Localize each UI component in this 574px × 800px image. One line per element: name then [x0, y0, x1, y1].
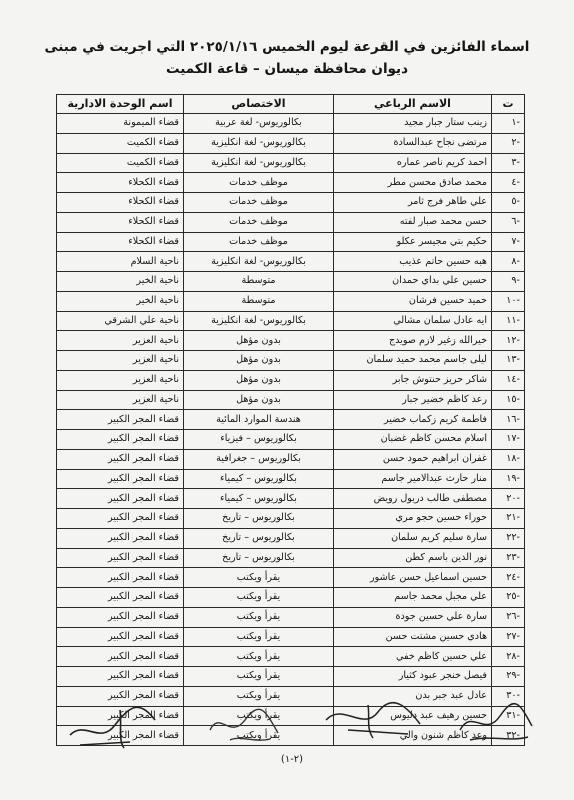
cell-specialization: موظف خدمات	[184, 173, 334, 193]
cell-full-name: علي مجبل محمد جاسم	[334, 588, 492, 608]
cell-specialization: يقرأ ويكتب	[184, 726, 334, 746]
cell-admin-unit: قضاء المجر الكبير	[57, 706, 184, 726]
cell-full-name: حسين رهيف عبد دليوس	[334, 706, 492, 726]
cell-admin-unit: قضاء المجر الكبير	[57, 568, 184, 588]
table-row	[57, 548, 525, 568]
cell-admin-unit: ناحية علي الشرقي	[57, 311, 184, 331]
cell-number: -١٩	[492, 469, 525, 489]
cell-admin-unit: قضاء المجر الكبير	[57, 410, 184, 430]
cell-admin-unit: قضاء المجر الكبير	[57, 528, 184, 548]
header-full-name: الاسم الرباعي	[334, 95, 492, 114]
cell-full-name: علي حسين كاظم خفي	[334, 647, 492, 667]
cell-full-name: زينب ستار جبار مجيد	[334, 114, 492, 134]
cell-number: -٤	[492, 173, 525, 193]
signature-4	[450, 690, 540, 750]
cell-specialization: بكالوريوس – تاريخ	[184, 548, 334, 568]
cell-full-name: خيرالله زغير لازم صويدج	[334, 331, 492, 351]
cell-specialization: موظف خدمات	[184, 212, 334, 232]
cell-full-name: غفران ابراهيم حمود حسن	[334, 449, 492, 469]
cell-admin-unit: ناحية العزير	[57, 351, 184, 371]
cell-full-name: هبه حسين حاتم عذيب	[334, 252, 492, 272]
cell-specialization: بدون مؤهل	[184, 390, 334, 410]
table-row	[57, 449, 525, 469]
cell-full-name: فيصل خنجر عبود كثيار	[334, 667, 492, 687]
cell-number: -١١	[492, 311, 525, 331]
cell-number: -١٠	[492, 291, 525, 311]
cell-number: -٢٥	[492, 588, 525, 608]
cell-admin-unit: قضاء المجر الكبير	[57, 607, 184, 627]
cell-full-name: حسين اسماعيل حسن عاشور	[334, 568, 492, 588]
cell-full-name: سارة سليم كريم سلمان	[334, 528, 492, 548]
cell-specialization: موظف خدمات	[184, 232, 334, 252]
winners-table	[56, 94, 525, 746]
cell-admin-unit: قضاء المجر الكبير	[57, 667, 184, 687]
cell-number: -٣٠	[492, 686, 525, 706]
cell-specialization: موظف خدمات	[184, 193, 334, 213]
cell-admin-unit: ناحية الخير	[57, 291, 184, 311]
table-row	[57, 193, 525, 213]
cell-specialization: بكالوريوس – كيمياء	[184, 489, 334, 509]
cell-number: -١٤	[492, 370, 525, 390]
table-header-row	[57, 95, 525, 114]
table-row	[57, 489, 525, 509]
cell-full-name: حوراء حسين حجو مري	[334, 509, 492, 529]
document-title	[20, 36, 554, 80]
cell-specialization: بكالوريوس – جغرافية	[184, 449, 334, 469]
cell-number: -٣١	[492, 706, 525, 726]
table-row	[57, 370, 525, 390]
signature-1	[60, 690, 170, 760]
cell-specialization: يقرأ ويكتب	[184, 588, 334, 608]
cell-specialization: بكالوريوس – فيزياء	[184, 430, 334, 450]
table-row	[57, 430, 525, 450]
cell-number: -٢١	[492, 509, 525, 529]
cell-specialization: يقرأ ويكتب	[184, 627, 334, 647]
cell-number: -١٣	[492, 351, 525, 371]
signature-2	[200, 695, 290, 750]
cell-admin-unit: قضاء الكحلاء	[57, 173, 184, 193]
table-row	[57, 272, 525, 292]
cell-full-name: اسلام محسن كاظم غضبان	[334, 430, 492, 450]
cell-admin-unit: ناحية العزير	[57, 331, 184, 351]
table-body	[57, 114, 525, 746]
cell-specialization: بكالوريوس- لغة انكليزية	[184, 153, 334, 173]
cell-admin-unit: قضاء المجر الكبير	[57, 627, 184, 647]
cell-admin-unit: قضاء الميمونة	[57, 114, 184, 134]
table-row	[57, 331, 525, 351]
cell-full-name: حميد حسين فرشان	[334, 291, 492, 311]
cell-specialization: يقرأ ويكتب	[184, 706, 334, 726]
cell-full-name: عادل عبد جبر بدن	[334, 686, 492, 706]
cell-specialization: يقرأ ويكتب	[184, 686, 334, 706]
table-row	[57, 390, 525, 410]
cell-full-name: سارة علي حسين جودة	[334, 607, 492, 627]
table-row	[57, 469, 525, 489]
cell-specialization: بكالوريوس- لغة انكليزية	[184, 252, 334, 272]
cell-number: -١٦	[492, 410, 525, 430]
cell-number: -٢٠	[492, 489, 525, 509]
cell-admin-unit: قضاء المجر الكبير	[57, 469, 184, 489]
cell-number: -٢٤	[492, 568, 525, 588]
cell-admin-unit: ناحية الخير	[57, 272, 184, 292]
cell-admin-unit: قضاء المجر الكبير	[57, 430, 184, 450]
cell-full-name: حسين علي بداي حمدان	[334, 272, 492, 292]
table-row	[57, 607, 525, 627]
signature-3	[318, 690, 428, 750]
cell-specialization: بدون مؤهل	[184, 331, 334, 351]
cell-full-name: شاكر حريز حنتوش جابر	[334, 370, 492, 390]
cell-number: -١	[492, 114, 525, 134]
cell-admin-unit: قضاء الكميت	[57, 133, 184, 153]
cell-number: -٢٣	[492, 548, 525, 568]
cell-number: -٢٢	[492, 528, 525, 548]
cell-specialization: يقرأ ويكتب	[184, 667, 334, 687]
cell-admin-unit: قضاء الكحلاء	[57, 212, 184, 232]
cell-specialization: بدون مؤهل	[184, 351, 334, 371]
table-row	[57, 114, 525, 134]
cell-specialization: بكالوريوس- لغة عربية	[184, 114, 334, 134]
cell-number: -١٥	[492, 390, 525, 410]
table-row	[57, 153, 525, 173]
cell-full-name: منار حارث عبدالامير جاسم	[334, 469, 492, 489]
cell-admin-unit: قضاء المجر الكبير	[57, 449, 184, 469]
cell-number: -٢٩	[492, 667, 525, 687]
cell-number: -٢	[492, 133, 525, 153]
cell-full-name: احمد كريم ناصر عماره	[334, 153, 492, 173]
cell-full-name: حكيم بتي مجيسر عكلو	[334, 232, 492, 252]
table-row	[57, 311, 525, 331]
cell-specialization: هندسة الموارد المائية	[184, 410, 334, 430]
table-row	[57, 667, 525, 687]
cell-number: -٧	[492, 232, 525, 252]
cell-full-name: حسن محمد صبار لفته	[334, 212, 492, 232]
table-row	[57, 568, 525, 588]
cell-admin-unit: ناحية العزير	[57, 390, 184, 410]
cell-full-name: مرتضى نجاح عبدالسادة	[334, 133, 492, 153]
cell-admin-unit: قضاء المجر الكبير	[57, 489, 184, 509]
table-row	[57, 627, 525, 647]
table-row	[57, 291, 525, 311]
cell-admin-unit: قضاء المجر الكبير	[57, 647, 184, 667]
header-admin-unit: اسم الوحدة الادارية	[57, 95, 184, 114]
table-row	[57, 173, 525, 193]
cell-specialization: بكالوريوس – كيمياء	[184, 469, 334, 489]
cell-admin-unit: قضاء المجر الكبير	[57, 726, 184, 746]
cell-number: -٥	[492, 193, 525, 213]
cell-number: -٩	[492, 272, 525, 292]
cell-specialization: يقرأ ويكتب	[184, 647, 334, 667]
table-row	[57, 232, 525, 252]
cell-admin-unit: قضاء المجر الكبير	[57, 509, 184, 529]
table-row	[57, 410, 525, 430]
cell-number: -١٨	[492, 449, 525, 469]
cell-number: -١٢	[492, 331, 525, 351]
cell-admin-unit: قضاء المجر الكبير	[57, 588, 184, 608]
table-row	[57, 509, 525, 529]
cell-full-name: فاطمة كريم زكماب خضير	[334, 410, 492, 430]
cell-full-name: هادي حسين مشتت حسن	[334, 627, 492, 647]
cell-number: -٢٦	[492, 607, 525, 627]
title-line-1: اسماء الفائزين في القرعة ليوم الخميس ٢٠٢٥/١/١٦ التي اجريت في مبنى	[44, 39, 530, 55]
cell-admin-unit: قضاء المجر الكبير	[57, 686, 184, 706]
cell-full-name: علي طاهر فرج ثامر	[334, 193, 492, 213]
cell-full-name: وعد كاظم شنون والي	[334, 726, 492, 746]
cell-admin-unit: قضاء الكحلاء	[57, 193, 184, 213]
cell-specialization: بكالوريوس – تاريخ	[184, 528, 334, 548]
cell-specialization: بدون مؤهل	[184, 370, 334, 390]
cell-admin-unit: قضاء الكميت	[57, 153, 184, 173]
page-number: (٢-١)	[280, 754, 304, 765]
cell-admin-unit: قضاء الكحلاء	[57, 232, 184, 252]
cell-specialization: متوسطة	[184, 272, 334, 292]
cell-admin-unit: ناحية السلام	[57, 252, 184, 272]
table-row	[57, 351, 525, 371]
table-row	[57, 528, 525, 548]
cell-full-name: نور الدين باسم كطن	[334, 548, 492, 568]
cell-admin-unit: قضاء المجر الكبير	[57, 548, 184, 568]
cell-specialization: بكالوريوس- لغة انكليزية	[184, 133, 334, 153]
title-line-2: ديوان محافظة ميسان – قاعة الكميت	[165, 61, 409, 77]
cell-number: -٦	[492, 212, 525, 232]
cell-specialization: بكالوريوس- لغة انكليزية	[184, 311, 334, 331]
table-row	[57, 647, 525, 667]
table-row	[57, 588, 525, 608]
cell-number: -١٧	[492, 430, 525, 450]
cell-full-name: ليلى جاسم محمد حميد سلمان	[334, 351, 492, 371]
table-row	[57, 212, 525, 232]
header-specialization: الاختصاص	[184, 95, 334, 114]
cell-number: -٣	[492, 153, 525, 173]
cell-number: -٢٧	[492, 627, 525, 647]
header-number: ت	[492, 95, 525, 114]
cell-full-name: مصطفى طالب دريول رويض	[334, 489, 492, 509]
cell-full-name: ايه عادل سلمان مشالي	[334, 311, 492, 331]
cell-number: -٣٢	[492, 726, 525, 746]
cell-number: -٨	[492, 252, 525, 272]
table-row	[57, 252, 525, 272]
cell-specialization: يقرأ ويكتب	[184, 607, 334, 627]
cell-specialization: متوسطة	[184, 291, 334, 311]
cell-specialization: يقرأ ويكتب	[184, 568, 334, 588]
table-row	[57, 133, 525, 153]
cell-full-name: رعد كاظم خضير جبار	[334, 390, 492, 410]
cell-full-name: محمد صادق محسن مطر	[334, 173, 492, 193]
cell-specialization: بكالوريوس – تاريخ	[184, 509, 334, 529]
cell-admin-unit: ناحية العزير	[57, 370, 184, 390]
cell-number: -٢٨	[492, 647, 525, 667]
